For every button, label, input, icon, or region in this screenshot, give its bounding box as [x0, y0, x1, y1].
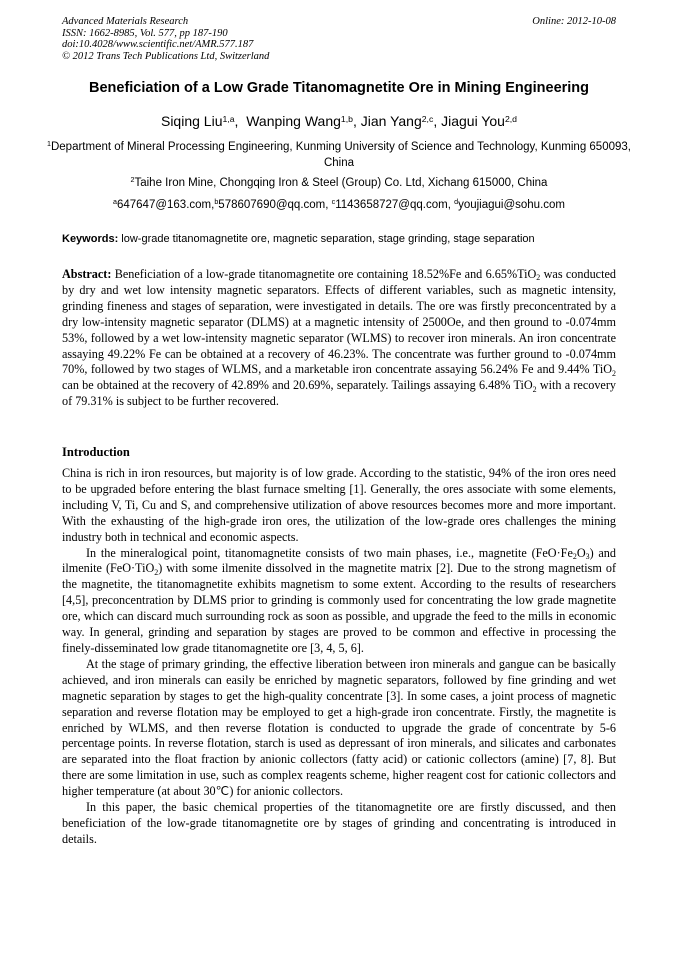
affiliation-1: [40, 139, 638, 171]
subscript: 2: [532, 384, 537, 394]
author-affil-mark: 2,c: [421, 113, 434, 124]
affiliation-2: [40, 175, 638, 191]
affiliation-text: Taihe Iron Mine, Chongqing Iron & Steel (Group) Co. Ltd, Xichang 615000, China: [134, 177, 548, 189]
abstract-text: can be obtained at the recovery of 42.89% and 20.69%, separately. Tailings assaying 6.48% TiO: [62, 378, 533, 393]
email-address[interactable]: 1143658727@qq.com,: [335, 199, 455, 211]
section-heading-introduction: Introduction: [62, 445, 130, 459]
affiliation-number: 1: [47, 140, 51, 149]
subscript: 2: [612, 368, 616, 378]
paper-title: Beneficiation of a Low Grade Titanomagnetite Ore in Mining Engineering: [88, 80, 590, 96]
email-mark: c: [331, 198, 336, 207]
subscript: 2: [536, 273, 541, 283]
author-separator: ,: [352, 113, 361, 129]
subscript: 3: [585, 551, 590, 561]
abstract: [62, 267, 616, 410]
author-affil-mark: 1,a: [222, 113, 235, 124]
email-address[interactable]: 578607690@qq.com,: [218, 199, 332, 211]
keywords-label: Keywords:: [62, 233, 119, 245]
paragraph: At the stage of primary grinding, the effective liberation between iron minerals and gangue can be basically achieved, and iron minerals can easily be enriched by magnetic separators, followed by fine grinding and wet magnetic separation by stages to get the high-quality concentrate [3]. In some cases, a joint process of magnetic separation and reverse flotation may be employed to get a high-grade iron concentrate. Firstly, the magnetite is enriched by WLMS, and then reverse flotation is conducted to upgrade the grade of concentrate by 5-6 percentage points. In reverse flotation, starch is used as depressant of iron minerals, and silicates and carbonates are separated into the float fraction by anionic collectors (fatty acid) or cationic collectors (amine) [7, 8]. But there are some limitation in use, such as complex reagents scheme, higher reagent cost for cationic collectors and higher temperature (at about 30℃) for anionic collectors.: [62, 656, 616, 799]
journal-issn: ISSN: 1662-8985, Vol. 577, pp 187-190: [62, 27, 228, 39]
paragraph: China is rich in iron resources, but majority is of low grade. According to the statistic, 94% of the iron ores need to be upgraded before entering the blast furnace smelting [1]. Generally, the ores associate with some elements, including V, Ti, Cu and S, and comprehensive utilization of above resources becomes more and more important. With the exhausting of the high-grade iron ores, the utilization of the low-grade ores challenges the mining industry both in technical and economic aspects.: [62, 466, 616, 544]
email-mark: d: [454, 198, 459, 207]
journal-name: Advanced Materials Research: [62, 16, 189, 27]
affiliation-text: Department of Mineral Processing Engineering, Kunming University of Science and Technology, Kunming 650093, China: [50, 141, 631, 169]
author-list: [30, 113, 648, 129]
journal-copyright: © 2012 Trans Tech Publications Ltd, Switzerland: [62, 50, 270, 62]
author-name: Jian Yang: [360, 113, 422, 129]
author-name: Siqing Liu: [160, 113, 223, 129]
online-date: Online: 2012-10-08: [532, 16, 616, 27]
abstract-text: with a recovery of 79.31% is subject to be further recovered.: [62, 378, 616, 409]
subscript: 2: [572, 551, 577, 561]
email-mark: b: [214, 198, 219, 207]
keywords: [62, 233, 616, 245]
paragraph: In this paper, the basic chemical properties of the titanomagnetite ore are firstly discussed, and then beneficiation of the low-grade titanomagnetite ore by stages of grinding and concentrating is introduced in details.: [62, 800, 616, 846]
email-address[interactable]: 647647@163.com,: [116, 199, 215, 211]
journal-doi: doi:10.4028/www.scientific.net/AMR.577.187: [62, 39, 254, 50]
author-affil-mark: 1,b: [340, 113, 353, 124]
abstract-text: Beneficiation of a low-grade titanomagnetite ore containing 18.52%Fe and 6.65%TiO: [111, 267, 537, 281]
affiliation-number: 2: [130, 176, 135, 185]
introduction-body: [62, 466, 616, 848]
paragraph: In the mineralogical point, titanomagnetite consists of two main phases, i.e., magnetite $(FeO\cdot Fe_2O_3)$ and ilmenite (FeO·TiO$_2$) with some ilmenite dissolved in the magnetite matrix [2]. Due to the strong magnetism of the magnetite, the titanomagnetite exhibits magnetism to some extent. According to the results of researchers [4,5], preconcentration by DLMS prior to grinding is commonly used for concentrating the low grade magnetite ore, which can discard much surrounding rock as soon as possible, and upgrade the feed to the mills in economic way. In general, grinding and separation by stages are proved to be common and effective in processing the finely-disseminated low grade titanomagnetite ore [3, 4, 5, 6].: [62, 545, 617, 655]
email-mark: a: [113, 198, 117, 207]
email-address[interactable]: youjiagui@sohu.com: [458, 199, 565, 211]
author-separator: ,: [234, 113, 247, 129]
author-name: Jiagui You: [441, 113, 505, 129]
author-name: Wanping Wang: [246, 113, 341, 129]
journal-header: [62, 16, 616, 62]
abstract-text: was conducted by dry and wet low intensity magnetic separators. Effects of different variables, such as magnetic intensity, grinding fineness and stages of separation, were investigated in details. The ore was firstly preconcentrated by a dry low-intensity magnetic separator (DLMS) at a magnetic intensity of 2500Oe, and then ground to -0.074mm 53%, followed by a wet low-intensity magnetic separator (WLMS) to recover iron minerals. An iron concentrate assaying 49.22% Fe can be obtained at a recovery of 46.23%. The concentrate was further ground to -0.074mm 70%, followed by two stages of WLMS, and a marketable iron concentrate assaying 56.24% Fe and 9.44% TiO: [62, 267, 616, 377]
author-separator: ,: [433, 113, 442, 129]
keywords-text: low-grade titanomagnetite ore, magnetic separation, stage grinding, stage separation: [118, 233, 535, 245]
subscript: 2: [154, 567, 159, 577]
abstract-label: Abstract:: [62, 267, 112, 281]
email-line: [40, 197, 638, 213]
author-affil-mark: 2,d: [504, 113, 517, 124]
